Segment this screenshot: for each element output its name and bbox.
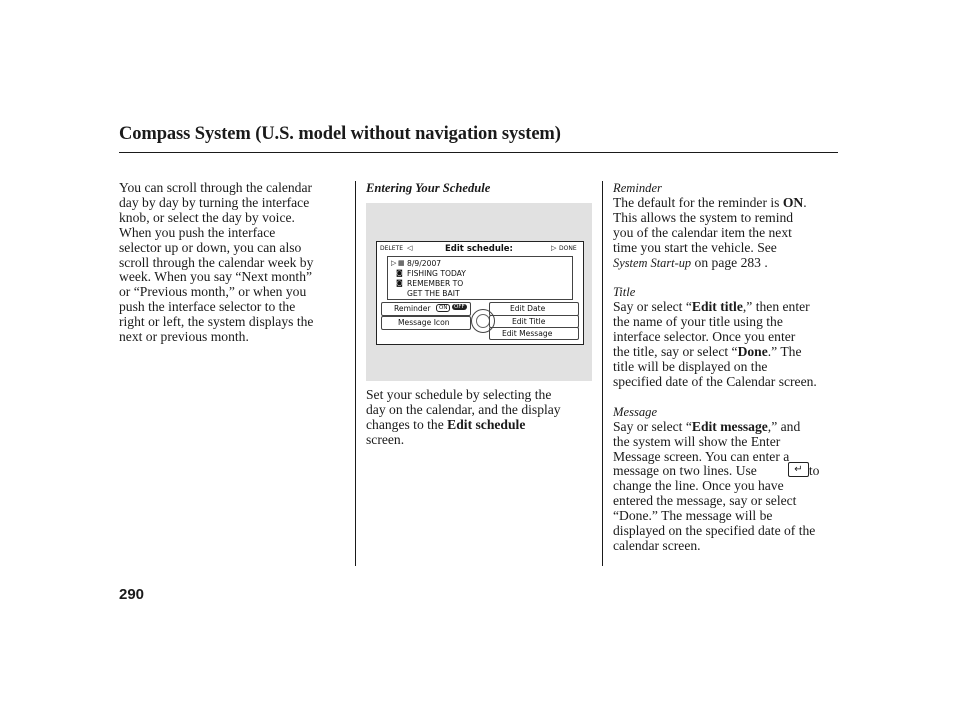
text-line: day on the calendar, and the display	[366, 401, 561, 417]
text-span: message on two lines. Use	[613, 463, 757, 479]
edit-schedule-screen	[376, 241, 584, 345]
text-span: Say or select “	[613, 418, 692, 434]
text-line: or “Previous month,” or when you	[119, 284, 307, 300]
text-line: the name of your title using the	[613, 314, 783, 330]
section-heading-entering-schedule: Entering Your Schedule	[366, 181, 491, 195]
text-line	[613, 464, 849, 479]
right-arrow-icon: ▷	[551, 244, 557, 252]
reminder-option[interactable]	[381, 302, 471, 316]
text-line: the system will show the Enter	[613, 433, 781, 449]
left-arrow-icon: ◁	[407, 244, 413, 252]
text-span: Say or select “	[613, 299, 692, 315]
bold-term-edit-schedule: Edit schedule	[447, 416, 526, 432]
text-span: .	[803, 194, 807, 210]
bold-term-on: ON	[782, 194, 804, 210]
text-line: entered the message, say or select	[613, 493, 797, 509]
text-span: .” The	[767, 344, 802, 360]
edit-message-label: Edit Message	[502, 329, 553, 338]
edit-message-option[interactable]	[489, 327, 579, 340]
screen-options	[381, 302, 577, 339]
reminder-off-badge: OFF	[454, 304, 465, 310]
text-line: displayed on the specified date of the	[613, 523, 816, 539]
text-span: to	[808, 463, 820, 479]
text-line	[613, 345, 849, 360]
subheading-title: Title	[613, 285, 636, 300]
column-divider-1	[355, 181, 356, 566]
calendar-icon: ▦	[398, 259, 405, 267]
text-line	[613, 196, 849, 211]
text-line: Message screen. You can enter a	[613, 448, 790, 464]
edit-date-option[interactable]	[489, 302, 579, 316]
bold-term-edit-title: Edit title	[691, 299, 743, 315]
text-line: scroll through the calendar week by	[119, 254, 314, 270]
text-span: on page 283 .	[691, 254, 768, 270]
text-line: knob, or select the day by voice.	[119, 209, 295, 225]
done-label: DONE	[559, 245, 577, 252]
text-line: specified date of the Calendar screen.	[613, 373, 817, 389]
text-line: right or left, the system displays the	[119, 314, 314, 330]
page-title: Compass System (U.S. model without navigation system)	[119, 124, 561, 144]
spacer	[613, 270, 849, 285]
text-span: the title, say or select “	[613, 344, 738, 360]
spacer	[613, 390, 849, 405]
message-icon: ◙	[396, 279, 403, 287]
text-line	[613, 256, 849, 271]
screen-title: Edit schedule:	[445, 244, 513, 254]
column-3-text	[613, 181, 849, 554]
entry-message-line1: REMEMBER TO	[407, 279, 464, 288]
text-line	[613, 300, 849, 315]
text-line	[613, 420, 849, 435]
entry-message-line2: GET THE BAIT	[407, 289, 460, 298]
text-line: interface selector. Once you enter	[613, 329, 796, 345]
text-line: week. When you say “Next month”	[119, 269, 313, 285]
message-icon-label: Message Icon	[398, 318, 450, 327]
message-icon-option[interactable]	[381, 316, 471, 330]
text-line: push the interface selector to the	[119, 299, 296, 315]
text-line: you of the calendar item the next	[613, 224, 792, 240]
delete-label: DELETE	[380, 245, 404, 252]
text-line: change the line. Once you have	[613, 478, 784, 494]
enter-key-icon: ↵	[788, 462, 809, 477]
text-span: changes to the	[366, 416, 448, 432]
edit-date-label: Edit Date	[510, 304, 546, 313]
cursor-arrow-icon: ▷	[391, 259, 397, 267]
subheading-message: Message	[613, 404, 658, 419]
schedule-entry-box	[387, 256, 573, 300]
text-line: time you start the vehicle. See	[613, 239, 777, 255]
column-2-text	[366, 388, 596, 448]
text-line: Set your schedule by selecting the	[366, 387, 552, 402]
text-line	[366, 418, 596, 433]
text-line: selector up or down, you can also	[119, 239, 302, 255]
entry-date: 8/9/2007	[407, 259, 442, 268]
text-span: ,” and	[767, 418, 801, 434]
reference-link[interactable]: System Start-up	[613, 255, 692, 270]
text-line: next or previous month.	[119, 329, 249, 345]
text-line: title will be displayed on the	[613, 358, 768, 374]
screen-header	[377, 242, 583, 256]
text-line: When you push the interface	[119, 224, 276, 240]
page-number: 290	[119, 586, 145, 603]
text-line: calendar screen.	[613, 537, 701, 553]
reminder-label: Reminder	[394, 304, 431, 313]
bold-term-edit-message: Edit message	[691, 418, 768, 434]
reminder-on-badge: ON	[436, 304, 450, 312]
subheading-reminder: Reminder	[613, 181, 662, 195]
text-line: This allows the system to remind	[613, 209, 794, 225]
text-span: ,” then enter	[742, 299, 810, 315]
edit-title-label: Edit Title	[512, 317, 546, 326]
title-rule	[119, 152, 838, 153]
text-line: screen.	[366, 431, 405, 447]
text-line: day by day by turning the interface	[119, 194, 310, 210]
entry-title: FISHING TODAY	[407, 269, 466, 278]
fish-icon: ◙	[396, 269, 403, 277]
text-span: The default for the reminder is	[613, 194, 783, 210]
text-line: “Done.” The message will be	[613, 508, 773, 524]
column-1-text	[119, 181, 349, 345]
bold-term-done: Done	[737, 344, 768, 360]
column-divider-2	[602, 181, 603, 566]
text-line: You can scroll through the calendar	[119, 180, 313, 195]
